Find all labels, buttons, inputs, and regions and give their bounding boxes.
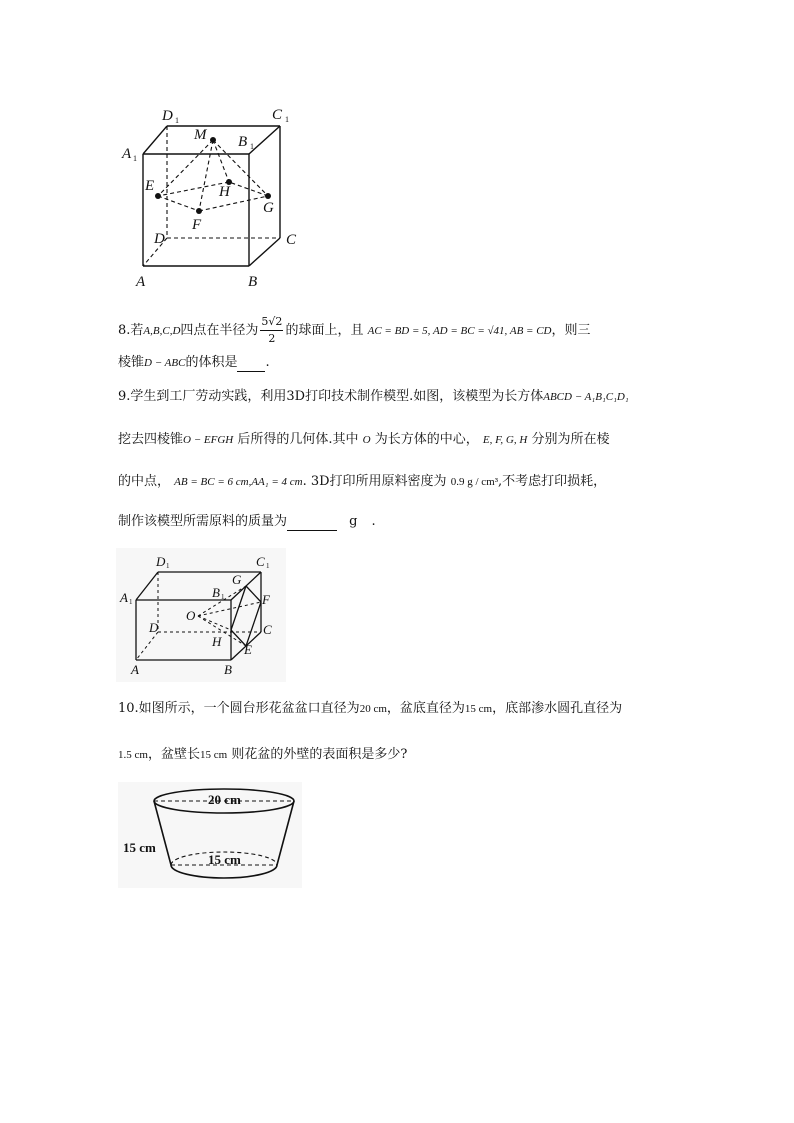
question-10-line-2: 1.5 cm，盆壁长15 cm 则花盆的外壁的表面积是多少? bbox=[118, 747, 408, 762]
figure-cube-pyramid bbox=[112, 98, 312, 294]
label-C1: C bbox=[256, 554, 265, 569]
label-E: E bbox=[145, 178, 155, 194]
question-9-line-2: 挖去四棱锥O − EFGH 后所得的几何体.其中 O 为长方体的中心， E, F, G, H 分别为所在棱 bbox=[118, 432, 610, 447]
svg-text:1: 1 bbox=[266, 562, 270, 570]
fraction-radius: $\frac{5√2}{2}$ bbox=[261, 315, 283, 345]
label-wall-length: 15 cm bbox=[123, 840, 156, 855]
label-A1: A bbox=[120, 590, 128, 605]
label-M: M bbox=[194, 127, 207, 143]
label-A: A bbox=[136, 274, 146, 290]
label-C: C bbox=[286, 232, 297, 248]
question-10-line-1: 10.如图所示，一个圆台形花盆盆口直径为20 cm，盆底直径为15 cm，底部渗水圆孔直径为 bbox=[118, 701, 623, 716]
answer-blank[interactable] bbox=[287, 514, 337, 531]
figure-cuboid-pyramid bbox=[116, 548, 286, 682]
label-H: H bbox=[212, 634, 222, 649]
label-top-diameter: 20 cm bbox=[208, 792, 241, 807]
label-B1: B bbox=[212, 585, 220, 600]
label-D1: D bbox=[156, 554, 166, 569]
question-8-line-1: 8.若A,B,C,D四点在半径为 $\frac{5√2}{2}$ 的球面上，且 AC = BD = 5, AD = BC = √41, AB = CD，则三 bbox=[118, 315, 591, 345]
label-F: F bbox=[192, 217, 202, 233]
question-9-line-3: 的中点， AB = BC = 6 cm,AA₁ = 4 cm. 3D打印所用原料密度为 0.9 g / cm³,不考虑打印损耗， bbox=[118, 474, 607, 489]
question-9-line-1: 9.学生到工厂劳动实践，利用3D打印技术制作模型.如图，该模型为长方体ABCD − A₁B₁C₁D₁ bbox=[118, 389, 629, 404]
svg-text:1: 1 bbox=[133, 154, 137, 163]
label-D: D bbox=[149, 620, 159, 635]
svg-text:1: 1 bbox=[175, 116, 179, 125]
svg-text:1: 1 bbox=[250, 142, 254, 151]
label-A1: A bbox=[122, 146, 132, 162]
figure-flower-pot bbox=[118, 782, 302, 888]
label-G: G bbox=[263, 200, 274, 216]
label-O: O bbox=[186, 608, 196, 623]
answer-blank[interactable] bbox=[237, 355, 265, 372]
label-F: F bbox=[262, 592, 270, 607]
label-B: B bbox=[248, 274, 258, 290]
svg-text:1: 1 bbox=[221, 593, 225, 601]
label-C1: C bbox=[272, 107, 283, 123]
label-B: B bbox=[224, 662, 232, 677]
label-G: G bbox=[232, 572, 242, 587]
question-9-line-4: 制作该模型所需原料的质量为 g . bbox=[118, 514, 376, 529]
label-D: D bbox=[154, 231, 165, 247]
svg-text:1: 1 bbox=[129, 598, 133, 606]
question-8-line-2: 棱锥D − ABC的体积是 . bbox=[118, 355, 270, 370]
svg-text:1: 1 bbox=[285, 115, 289, 124]
label-E: E bbox=[244, 642, 252, 657]
label-A: A bbox=[131, 662, 139, 677]
label-B1: B bbox=[238, 134, 248, 150]
svg-text:1: 1 bbox=[166, 562, 170, 570]
label-C: C bbox=[263, 622, 272, 637]
label-H: H bbox=[219, 184, 230, 200]
label-bottom-diameter: 15 cm bbox=[208, 852, 241, 867]
label-D1: D bbox=[162, 108, 173, 124]
